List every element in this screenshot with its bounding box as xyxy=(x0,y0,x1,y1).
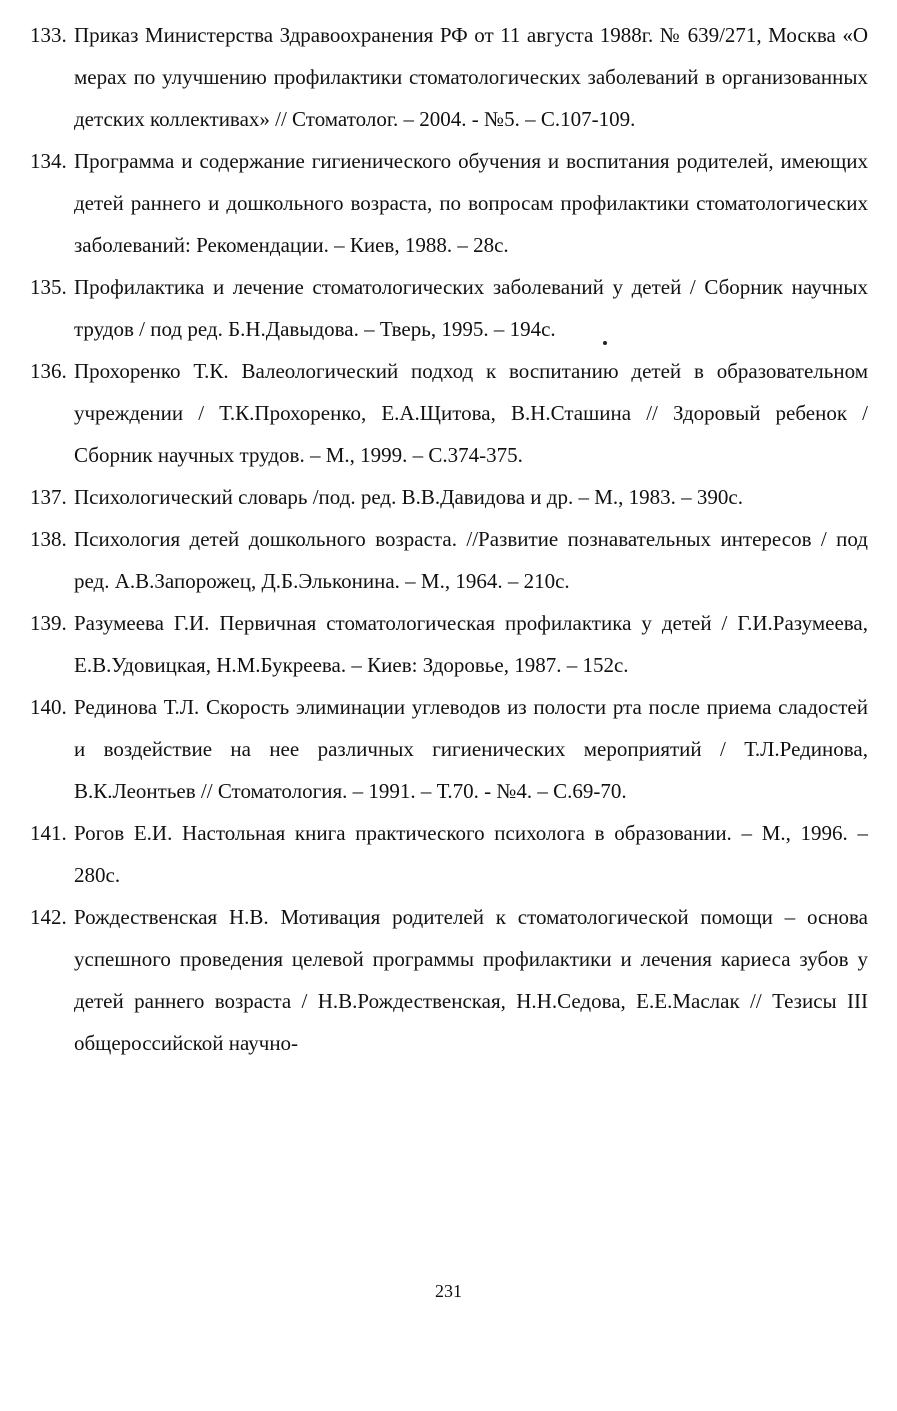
reference-list xyxy=(30,14,868,1064)
page-number: 231 xyxy=(435,1281,462,1301)
reference-text: Психологический словарь /под. ред. В.В.Давидова и др. – М., 1983. – 390с. xyxy=(74,485,743,509)
reference-text: Программа и содержание гигиенического обучения и воспитания родителей, имеющих детей раннего и дошкольного возраста, по вопросам профилактики стоматологических заболеваний: Рекомендации. – Киев, 1988. – 28с. xyxy=(74,149,868,257)
reference-item xyxy=(30,266,868,350)
reference-item xyxy=(30,896,868,1064)
reference-number: 142. xyxy=(30,905,67,929)
reference-text: Рождественская Н.В. Мотивация родителей к стоматологической помощи – основа успешного проведения целевой программы профилактики и лечения кариеса зубов у детей раннего возраста / Н.В.Рождественская, Н.Н.Седова, Е.Е.Маслак // Тезисы III общероссийской научно- xyxy=(74,905,868,1055)
reference-number: 138. xyxy=(30,527,67,551)
reference-text: Разумеева Г.И. Первичная стоматологическая профилактика у детей / Г.И.Разумеева, Е.В.Удовицкая, Н.М.Букреева. – Киев: Здоровье, 1987. – 152с. xyxy=(74,611,868,677)
reference-item xyxy=(30,14,868,140)
reference-number: 136. xyxy=(30,359,67,383)
reference-item xyxy=(30,602,868,686)
reference-item xyxy=(30,140,868,266)
reference-number: 140. xyxy=(30,695,67,719)
reference-text: Профилактика и лечение стоматологических заболеваний у детей / Сборник научных трудов / под ред. Б.Н.Давыдова. – Тверь, 1995. – 194с. xyxy=(74,275,868,341)
reference-number: 141. xyxy=(30,821,67,845)
reference-item xyxy=(30,350,868,476)
reference-number: 134. xyxy=(30,149,67,173)
reference-item xyxy=(30,518,868,602)
reference-number: 135. xyxy=(30,275,67,299)
reference-text: Приказ Министерства Здравоохранения РФ от 11 августа 1988г. № 639/271, Москва «О мерах по улучшению профилактики стоматологических заболеваний в организованных детских коллективах» // Стоматолог. – 2004. - №5. – С.107-109. xyxy=(74,23,868,131)
reference-item xyxy=(30,476,868,518)
reference-text: Прохоренко Т.К. Валеологический подход к воспитанию детей в образовательном учреждении / Т.К.Прохоренко, Е.А.Щитова, В.Н.Сташина // Здоровый ребенок / Сборник научных трудов. – М., 1999. – С.374-375. xyxy=(74,359,868,467)
reference-text: Рединова Т.Л. Скорость элиминации углеводов из полости рта после приема сладостей и воздействие на нее различных гигиенических мероприятий / Т.Л.Рединова, В.К.Леонтьев // Стоматология. – 1991. – Т.70. - №4. – С.69-70. xyxy=(74,695,868,803)
reference-item xyxy=(30,812,868,896)
scan-speck xyxy=(603,341,607,345)
reference-number: 139. xyxy=(30,611,67,635)
reference-number: 137. xyxy=(30,485,67,509)
reference-text: Психология детей дошкольного возраста. //Развитие познавательных интересов / под ред. А.В.Запорожец, Д.Б.Эльконина. – М., 1964. – 210с. xyxy=(74,527,868,593)
reference-number: 133. xyxy=(30,23,67,47)
reference-text: Рогов Е.И. Настольная книга практического психолога в образовании. – М., 1996. – 280с. xyxy=(74,821,868,887)
reference-item xyxy=(30,686,868,812)
